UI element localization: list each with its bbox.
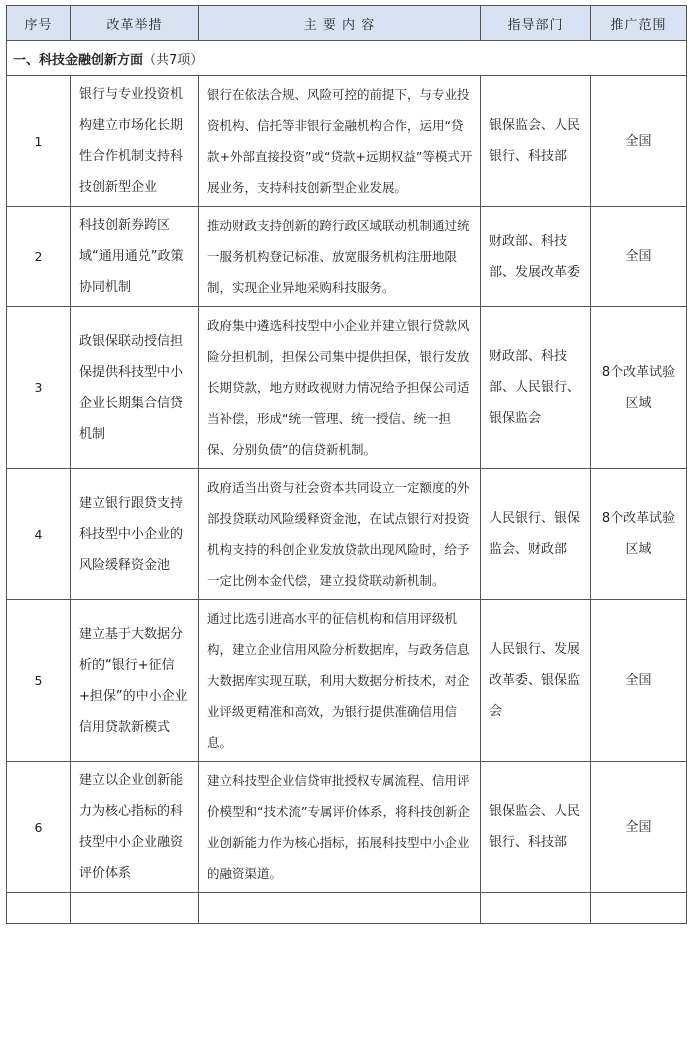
cell-scope: 全国 [591,600,687,762]
cell-seq: 1 [7,76,71,207]
cell-content: 政府集中遴选科技型中小企业并建立银行贷款风险分担机制，担保公司集中提供担保，银行发放长期贷款，地方财政视财力情况给予担保公司适当补偿，形成“统一管理、统一授信、统一担保、分别负债”的信贷新机制。 [199,307,481,469]
table-row [7,76,687,207]
table-row [7,600,687,762]
cell-empty [7,893,71,924]
cell-reform: 政银保联动授信担保提供科技型中小企业长期集合信贷机制 [71,307,199,469]
cell-scope: 全国 [591,207,687,307]
cell-content: 建立科技型企业信贷审批授权专属流程、信用评价模型和“技术流”专属评价体系，将科技创新企业创新能力作为核心指标，拓展科技型中小企业的融资渠道。 [199,762,481,893]
cell-content: 通过比选引进高水平的征信机构和信用评级机构，建立企业信用风险分析数据库，与政务信息大数据库实现互联，利用大数据分析技术，对企业评级更精准和高效，为银行提供准确信用信息。 [199,600,481,762]
cell-dept: 财政部、科技部、发展改革委 [481,207,591,307]
cell-empty [71,893,199,924]
cell-reform: 建立基于大数据分析的“银行+征信+担保”的中小企业信用贷款新模式 [71,600,199,762]
cell-scope: 全国 [591,76,687,207]
table-row-partial [7,893,687,924]
section-count: （共7项） [143,52,204,68]
header-content: 主 要 内 容 [199,6,481,41]
cell-dept: 财政部、科技部、人民银行、银保监会 [481,307,591,469]
header-dept: 指导部门 [481,6,591,41]
cell-dept: 人民银行、发展改革委、银保监会 [481,600,591,762]
table-header-row [7,6,687,41]
table-row [7,207,687,307]
cell-reform: 建立银行跟贷支持科技型中小企业的风险缓释资金池 [71,469,199,600]
cell-empty [199,893,481,924]
cell-seq: 2 [7,207,71,307]
cell-seq: 6 [7,762,71,893]
header-scope: 推广范围 [591,6,687,41]
table-row [7,762,687,893]
cell-dept: 银保监会、人民银行、科技部 [481,762,591,893]
cell-seq: 5 [7,600,71,762]
cell-empty [591,893,687,924]
cell-reform: 银行与专业投资机构建立市场化长期性合作机制支持科技创新型企业 [71,76,199,207]
header-seq: 序号 [7,6,71,41]
cell-dept: 银保监会、人民银行、科技部 [481,76,591,207]
cell-seq: 4 [7,469,71,600]
section-title: 一、科技金融创新方面 [13,52,144,68]
cell-empty [481,893,591,924]
cell-reform: 科技创新券跨区域“通用通兑”政策协同机制 [71,207,199,307]
reform-measures-table [6,5,687,924]
cell-content: 推动财政支持创新的跨行政区域联动机制通过统一服务机构登记标准、放宽服务机构注册地限制，实现企业异地采购科技服务。 [199,207,481,307]
cell-scope: 8个改革试验区域 [591,307,687,469]
section-heading [7,41,687,76]
table-row [7,307,687,469]
header-reform: 改革举措 [71,6,199,41]
cell-dept: 人民银行、银保监会、财政部 [481,469,591,600]
cell-reform: 建立以企业创新能力为核心指标的科技型中小企业融资评价体系 [71,762,199,893]
table-row [7,469,687,600]
cell-content: 政府适当出资与社会资本共同设立一定额度的外部投贷联动风险缓释资金池，在试点银行对投资机构支持的科创企业发放贷款出现风险时，给予一定比例本金代偿，建立投贷联动新机制。 [199,469,481,600]
section-row [7,41,687,76]
cell-content: 银行在依法合规、风险可控的前提下，与专业投资机构、信托等非银行金融机构合作，运用“贷款+外部直接投资”或“贷款+远期权益”等模式开展业务，支持科技创新型企业发展。 [199,76,481,207]
cell-seq: 3 [7,307,71,469]
cell-scope: 全国 [591,762,687,893]
cell-scope: 8个改革试验区域 [591,469,687,600]
